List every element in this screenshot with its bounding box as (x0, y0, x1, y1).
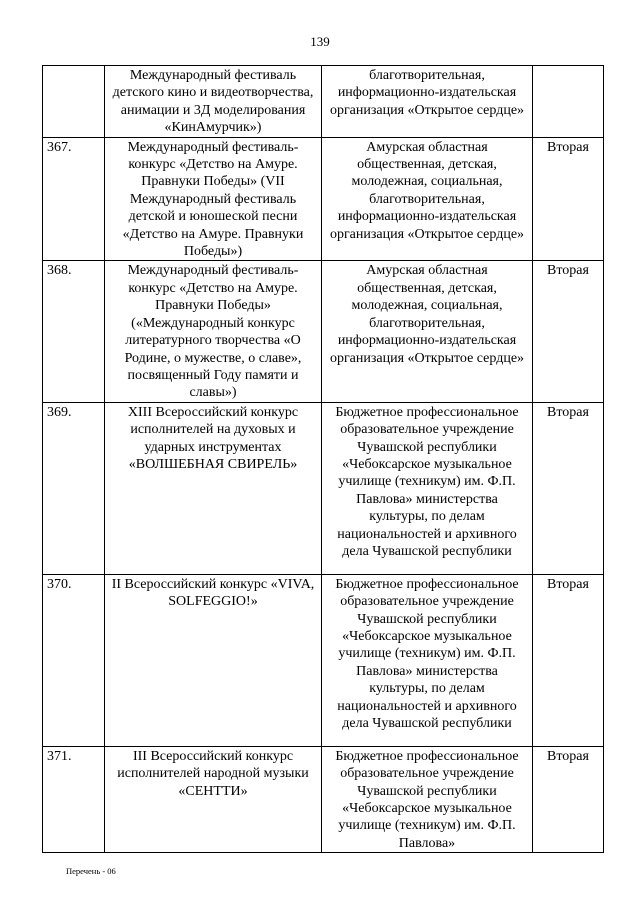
register-table (42, 65, 604, 853)
organizer: Бюджетное профессиональное образовательное учреждение Чувашской республики «Чебоксарское музыкальное училище (техникум) им. Ф.П. Павлова» министерства культуры, по делам национальностей и архивного дела Чувашской республики (322, 402, 533, 574)
row-number (43, 66, 105, 138)
row-number: 369. (43, 402, 105, 574)
event-name: Международный фестиваль детского кино и видеотворчества, анимации и 3Д моделирования «КинАмурчик») (105, 66, 322, 138)
organizer: Амурская областная общественная, детская, молодежная, социальная, благотворительная, информационно-издательская организация «Открытое сердце» (322, 137, 533, 261)
table-row (43, 746, 604, 852)
organizer: благотворительная, информационно-издательская организация «Открытое сердце» (322, 66, 533, 138)
row-number: 368. (43, 261, 105, 402)
degree: Вторая (533, 574, 604, 746)
event-name: II Всероссийский конкурс «VIVA, SOLFEGGIO!» (105, 574, 322, 746)
degree: Вторая (533, 137, 604, 261)
table-row (43, 66, 604, 138)
row-number: 367. (43, 137, 105, 261)
document-footer: Перечень - 06 (66, 866, 116, 876)
degree: Вторая (533, 402, 604, 574)
table-row (43, 402, 604, 574)
table-row (43, 261, 604, 402)
table-row (43, 574, 604, 746)
degree: Вторая (533, 261, 604, 402)
organizer: Бюджетное профессиональное образовательное учреждение Чувашской республики «Чебоксарское музыкальное училище (техникум) им. Ф.П. Павлова» министерства культуры, по делам национальностей и архивного дела Чувашской республики (322, 574, 533, 746)
table-row (43, 137, 604, 261)
degree (533, 66, 604, 138)
event-name: Международный фестиваль-конкурс «Детство на Амуре. Правнуки Победы» («Международный конкурс литературного творчества «О Родине, о мужестве, о славе», посвященный Году памяти и славы») (105, 261, 322, 402)
event-name: XIII Всероссийский конкурс исполнителей на духовых и ударных инструментах «ВОЛШЕБНАЯ СВИРЕЛЬ» (105, 402, 322, 574)
row-number: 370. (43, 574, 105, 746)
page-number: 139 (310, 34, 330, 49)
degree: Вторая (533, 746, 604, 852)
row-number: 371. (43, 746, 105, 852)
organizer: Бюджетное профессиональное образовательное учреждение Чувашской республики «Чебоксарское музыкальное училище (техникум) им. Ф.П. Павлова» (322, 746, 533, 852)
event-name: III Всероссийский конкурс исполнителей народной музыки «СЕНТТИ» (105, 746, 322, 852)
organizer: Амурская областная общественная, детская, молодежная, социальная, благотворительная, информационно-издательская организация «Открытое сердце» (322, 261, 533, 402)
event-name: Международный фестиваль-конкурс «Детство на Амуре. Правнуки Победы» (VII Международный фестиваль детской и юношеской песни «Детство на Амуре. Правнуки Победы») (105, 137, 322, 261)
